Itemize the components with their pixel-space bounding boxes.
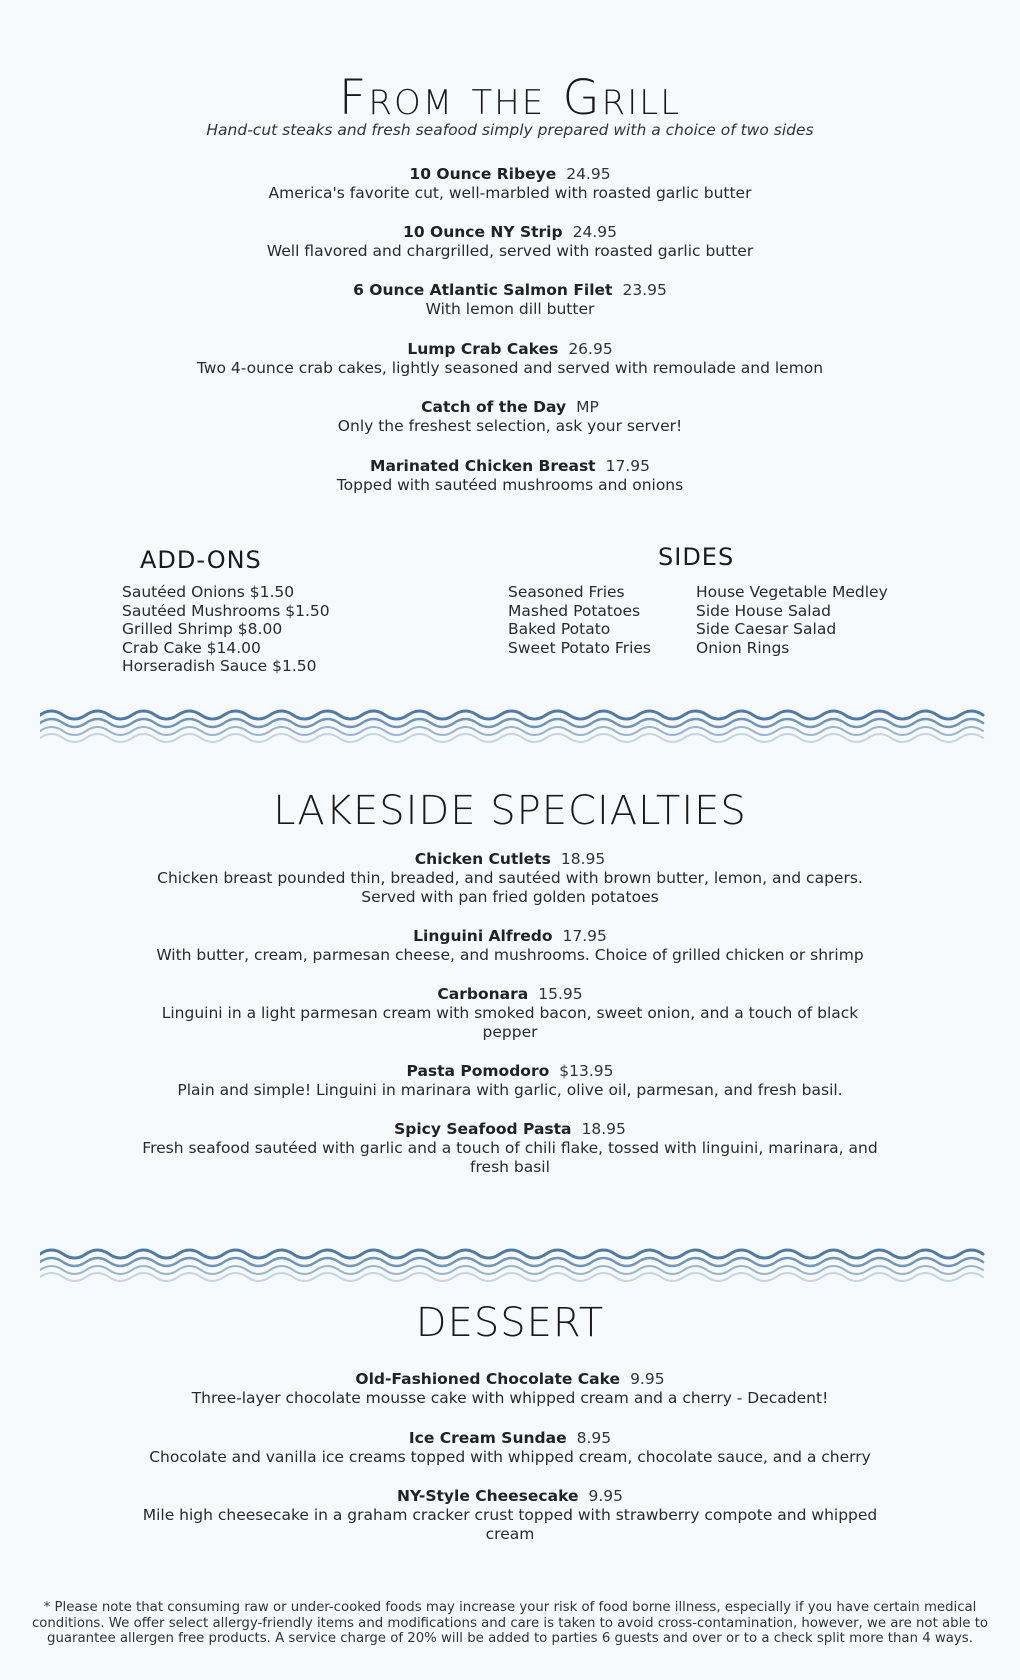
item-description: Topped with sautéed mushrooms and onions: [336, 476, 684, 494]
item-name: Carbonara: [437, 985, 529, 1003]
item-name: Linguini Alfredo: [413, 927, 553, 945]
menu-item: [0, 165, 1020, 203]
list-item: House Vegetable Medley: [696, 583, 888, 601]
item-price: 17.95: [605, 457, 650, 475]
list-item: Onion Rings: [696, 638, 790, 657]
list-item: Sweet Potato Fries: [508, 638, 652, 657]
item-name: Catch of the Day: [421, 398, 567, 416]
menu-item: [0, 223, 1020, 261]
list-item: Side House Salad: [696, 601, 831, 620]
wave-divider: [40, 705, 986, 745]
item-price: 15.95: [538, 985, 583, 1003]
list-item: Crab Cake $14.00: [122, 638, 261, 657]
item-name: Lump Crab Cakes: [407, 340, 559, 358]
item-description: Mile high cheesecake in a graham cracker crust topped with strawberry compote and whipped: [142, 1506, 878, 1524]
item-name: 10 Ounce Ribeye: [409, 165, 557, 183]
item-price: 23.95: [622, 281, 667, 299]
item-description: With butter, cream, parmesan cheese, and mushrooms. Choice of grilled chicken or shrimp: [156, 946, 864, 964]
menu-item: [0, 1120, 1020, 1177]
dessert-section-title: DESSERT: [415, 1300, 605, 1346]
item-name: 6 Ounce Atlantic Salmon Filet: [353, 281, 613, 299]
addons-title: ADD-ONS: [140, 546, 262, 574]
menu-item: [0, 1062, 1020, 1100]
list-item: Grilled Shrimp $8.00: [122, 620, 283, 638]
item-price: 18.95: [560, 850, 606, 868]
item-description: pepper: [482, 1023, 538, 1041]
menu-item: [0, 457, 1020, 495]
grill-subtitle: Hand-cut steaks and fresh seafood simply prepared with a choice of two sides: [206, 121, 814, 139]
item-description: Chocolate and vanilla ice creams topped with whipped cream, chocolate sauce, and a cherry: [149, 1448, 871, 1466]
list-item: Sautéed Mushrooms $1.50: [122, 601, 330, 620]
item-description: cream: [485, 1525, 535, 1543]
menu-item: [0, 1487, 1020, 1544]
item-price: 9.95: [588, 1487, 623, 1505]
sides-title: SIDES: [658, 543, 735, 571]
item-price: 24.95: [572, 223, 617, 241]
list-item: Baked Potato: [508, 620, 611, 638]
addons-list: [122, 583, 330, 676]
item-name: Old-Fashioned Chocolate Cake: [355, 1370, 621, 1388]
sides-list-left: [508, 583, 651, 657]
item-description: Served with pan fried golden potatoes: [361, 888, 659, 906]
menu-item: [0, 850, 1020, 907]
item-name: NY-Style Cheesecake: [397, 1487, 579, 1505]
item-description: Chicken breast pounded thin, breaded, and sautéed with brown butter, lemon, and capers.: [157, 869, 863, 887]
menu-item: [0, 1370, 1020, 1408]
list-item: Horseradish Sauce $1.50: [122, 657, 317, 675]
item-name: Pasta Pomodoro: [406, 1062, 550, 1080]
wave-divider: [40, 1244, 986, 1284]
item-name: Marinated Chicken Breast: [370, 457, 596, 475]
item-price: $13.95: [559, 1062, 614, 1080]
grill-section-title: From the Grill: [338, 70, 682, 126]
item-description: Three-layer chocolate mousse cake with whipped cream and a cherry - Decadent!: [191, 1389, 829, 1407]
item-price: 17.95: [562, 927, 607, 945]
menu-item: [0, 1429, 1020, 1467]
item-description: Linguini in a light parmesan cream with smoked bacon, sweet onion, and a touch of black: [161, 1004, 859, 1022]
item-price: 8.95: [576, 1429, 612, 1447]
item-description: America's favorite cut, well-marbled with roasted garlic butter: [268, 184, 752, 202]
menu-item: [0, 281, 1020, 319]
menu-item: [0, 927, 1020, 965]
list-item: Side Caesar Salad: [696, 620, 837, 638]
item-price: 26.95: [568, 340, 613, 358]
item-name: Ice Cream Sundae: [408, 1429, 567, 1447]
item-price: 9.95: [630, 1370, 665, 1388]
item-description: Fresh seafood sautéed with garlic and a touch of chili flake, tossed with linguini, marinara, and: [142, 1139, 878, 1157]
item-description: Two 4-ounce crab cakes, lightly seasoned and served with remoulade and lemon: [196, 359, 824, 377]
item-name: 10 Ounce NY Strip: [403, 223, 563, 241]
item-description: Only the freshest selection, ask your server!: [337, 417, 683, 435]
item-description: With lemon dill butter: [425, 300, 595, 318]
sides-list-right: [696, 583, 888, 657]
menu-item: [0, 398, 1020, 436]
item-description: Plain and simple! Linguini in marinara with garlic, olive oil, parmesan, and fresh basil.: [177, 1081, 843, 1099]
item-description: fresh basil: [470, 1158, 550, 1176]
menu-item: [0, 340, 1020, 378]
allergy-disclaimer: * Please note that consuming raw or under-cooked foods may increase your risk of food borne illness, especially if you have certain medical conditions. We offer select allergy-friendly items and modifications and care is taken to avoid cross-contamination, however, we are not able to guarantee allergen free products. A service charge of 20% will be added to parties 6 guests and over or to a check split more than 4 ways.: [31, 1600, 989, 1646]
item-name: Chicken Cutlets: [414, 850, 551, 868]
item-description: Well flavored and chargrilled, served with roasted garlic butter: [266, 242, 754, 260]
list-item: Seasoned Fries: [508, 583, 625, 601]
list-item: Sautéed Onions $1.50: [122, 583, 295, 601]
item-name: Spicy Seafood Pasta: [394, 1120, 572, 1138]
item-price: MP: [576, 398, 599, 416]
menu-item: [0, 985, 1020, 1042]
item-price: 18.95: [581, 1120, 626, 1138]
item-price: 24.95: [566, 165, 611, 183]
list-item: Mashed Potatoes: [508, 601, 641, 620]
lakeside-section-title: LAKESIDE SPECIALTIES: [273, 788, 747, 834]
